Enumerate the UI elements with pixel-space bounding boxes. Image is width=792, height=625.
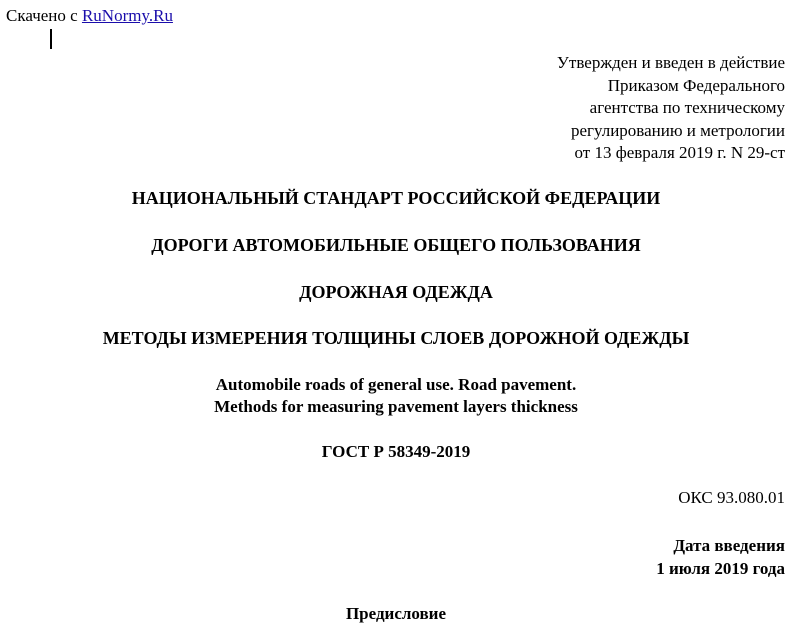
english-title <box>0 374 792 418</box>
source-line <box>6 6 173 26</box>
approval-line: от 13 февраля 2019 г. N 29-ст <box>574 143 785 162</box>
source-prefix: Скачено с <box>6 6 82 25</box>
oks-code: ОКС 93.080.01 <box>678 488 785 507</box>
effective-date-value: 1 июля 2019 года <box>656 558 785 578</box>
preface-heading: Предисловие <box>345 604 447 623</box>
roads-heading: ДОРОГИ АВТОМОБИЛЬНЫЕ ОБЩЕГО ПОЛЬЗОВАНИЯ <box>151 235 641 255</box>
methods-heading: МЕТОДЫ ИЗМЕРЕНИЯ ТОЛЩИНЫ СЛОЕВ ДОРОЖНОЙ ОДЕЖДЫ <box>102 328 690 348</box>
approval-block <box>557 52 785 165</box>
english-title-line: Automobile roads of general use. Road pavement. <box>215 375 577 394</box>
runormy-link[interactable]: RuNormy.Ru <box>81 6 173 25</box>
approval-line: агентства по техническому <box>589 98 785 117</box>
approval-line: регулированию и метрологии <box>570 120 785 140</box>
approval-line: Утвержден и введен в действие <box>556 53 785 72</box>
gost-number: ГОСТ Р 58349-2019 <box>321 442 471 461</box>
text-cursor <box>50 29 52 49</box>
national-standard-heading: НАЦИОНАЛЬНЫЙ СТАНДАРТ РОССИЙСКОЙ ФЕДЕРАЦИИ <box>131 188 661 208</box>
approval-line: Приказом Федерального <box>607 75 785 95</box>
effective-date-label: Дата введения <box>673 536 785 555</box>
pavement-heading: ДОРОЖНАЯ ОДЕЖДА <box>299 282 493 302</box>
english-title-line: Methods for measuring pavement layers thickness <box>214 397 578 416</box>
effective-date-block <box>656 535 785 580</box>
